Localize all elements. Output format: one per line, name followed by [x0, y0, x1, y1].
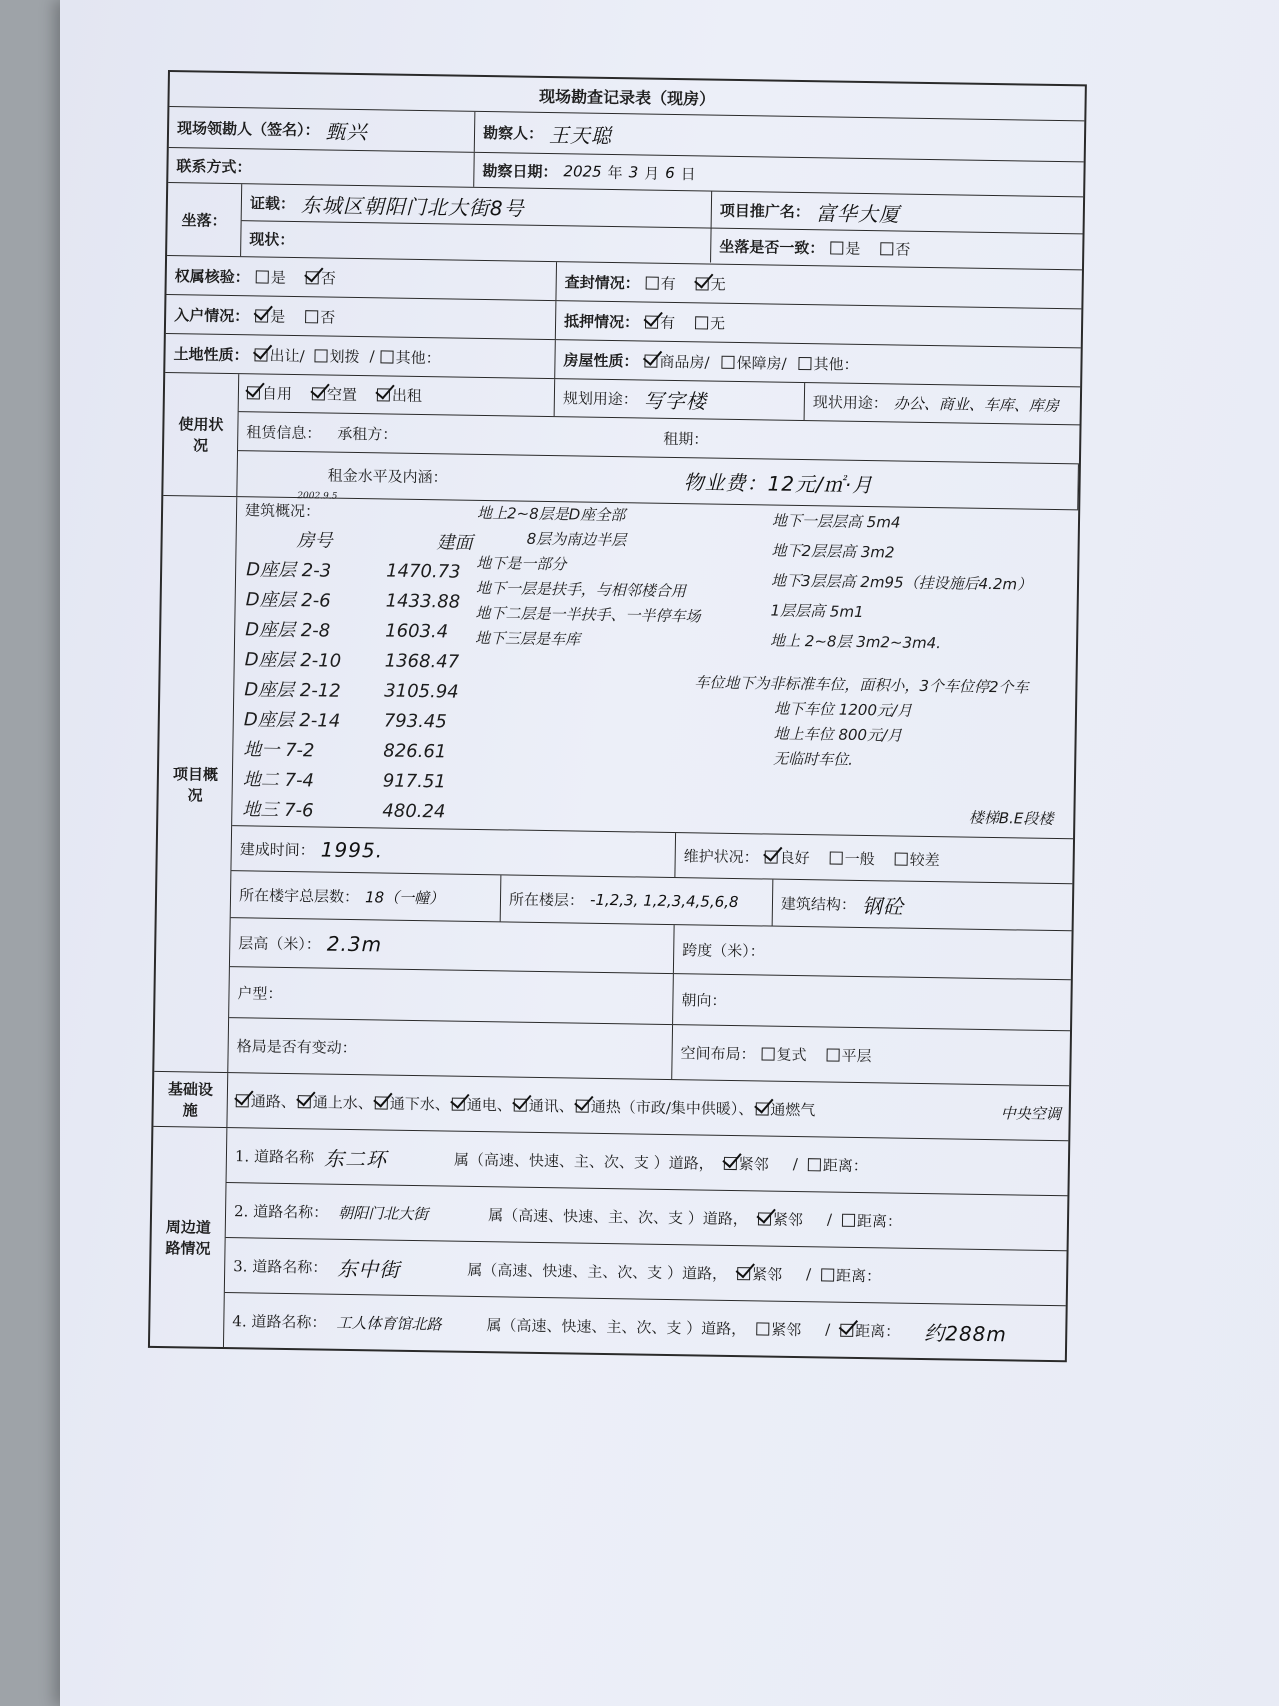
land-opt-label: 出让/	[269, 346, 305, 365]
area-room: 地一 7-2	[243, 739, 315, 762]
checked-checkbox-icon	[236, 1094, 249, 1107]
road-label: 2. 道路名称：	[233, 1201, 329, 1222]
parking-notes	[693, 670, 1029, 775]
built-value: 1995.	[320, 837, 384, 863]
road-label: 1. 道路名称	[234, 1146, 315, 1166]
leader-label: 现场领勘人（签名）：	[176, 118, 320, 139]
area-row	[245, 643, 471, 677]
land-opt-other[interactable]	[381, 346, 441, 368]
maint-good[interactable]	[765, 846, 810, 868]
checkbox-icon	[381, 350, 394, 363]
infra-drainage[interactable]	[375, 1092, 450, 1114]
land-opt-label: 其他：	[395, 348, 441, 367]
project-name-cell[interactable]	[712, 192, 1084, 234]
note-line: 无临时车位.	[773, 749, 854, 769]
area-row	[244, 673, 470, 707]
project-side-label: 项目概况	[154, 496, 237, 1072]
land-label: 土地性质：	[173, 344, 249, 364]
area-size: 917.51	[382, 769, 447, 792]
usage-opt-rent[interactable]	[377, 385, 422, 407]
checked-checkbox-icon	[255, 309, 268, 322]
area-row	[243, 763, 469, 797]
infra-gas[interactable]	[755, 1098, 815, 1120]
current-use-cell[interactable]	[805, 383, 1081, 425]
checkbox-icon	[842, 1213, 855, 1226]
span-cell[interactable]	[674, 925, 1072, 979]
road-adjacent[interactable]	[756, 1318, 801, 1340]
area-header	[246, 523, 472, 557]
road-distance-value: 约288m	[924, 1320, 1008, 1346]
infra-note: 中央空调	[1000, 1103, 1061, 1123]
maint-cell	[675, 833, 1073, 883]
infra-opt-label: 通上水、	[312, 1092, 373, 1112]
seal-none[interactable]	[696, 273, 726, 294]
checkbox-icon	[756, 1322, 769, 1335]
area-room: 地三 7-6	[242, 799, 314, 822]
form-title: 现场勘查记录表（现房）	[538, 86, 716, 109]
checked-checkbox-icon	[312, 387, 325, 400]
area-row	[245, 583, 471, 617]
layout-flat[interactable]	[826, 1044, 871, 1066]
plan-use-value: 写字楼	[643, 388, 708, 414]
checkbox-icon	[827, 1048, 840, 1061]
checked-checkbox-icon	[755, 1102, 768, 1115]
area-size: 1368.47	[384, 649, 460, 673]
checkbox-icon	[305, 310, 318, 323]
checkbox-icon	[256, 270, 269, 283]
rent-small-note: 2002.9.5	[297, 491, 338, 502]
consistent-cell	[711, 229, 1082, 269]
total-floors-cell[interactable]	[231, 871, 502, 921]
area-size: 826.61	[383, 739, 447, 762]
note-line: 8层为南边半层	[526, 529, 627, 550]
note-line: 地上2~8层是D座全部	[476, 503, 626, 525]
date-month-unit: 月	[644, 163, 660, 183]
project-name-value: 富华大厦	[815, 200, 901, 227]
built-cell[interactable]	[231, 826, 676, 877]
road-adjacent-label: 紧邻	[751, 1264, 783, 1284]
road-distance-label: 距离：	[835, 1266, 882, 1285]
entry-no[interactable]	[305, 306, 335, 327]
date-year-unit: 年	[607, 163, 623, 182]
overview-area[interactable]	[232, 497, 1078, 838]
note-line: 地上车位 800元/月	[773, 724, 903, 745]
ownership-yes[interactable]	[256, 266, 286, 287]
area-size: 1470.73	[386, 559, 461, 583]
area-room: D座层 2-12	[244, 679, 341, 702]
checked-checkbox-icon	[254, 348, 267, 361]
survey-form	[148, 70, 1087, 1362]
area-size: 1603.4	[385, 619, 449, 642]
consistent-no[interactable]	[880, 238, 910, 259]
tenant-label: 承租方：	[337, 424, 398, 444]
location-side-label: 坐落：	[167, 183, 242, 256]
structure-value: 钢砼	[861, 893, 905, 919]
height-value: 2.3m	[326, 931, 383, 957]
area-row	[244, 703, 470, 737]
land-cell	[165, 334, 556, 378]
type-cell[interactable]	[229, 967, 674, 1024]
consistent-label: 坐落是否一致：	[719, 237, 825, 257]
checked-checkbox-icon	[377, 389, 390, 402]
road-cell[interactable]: 2. 道路名称： 朝阳门北大街 属（高速、快速、主、次、支 ）道路， 紧邻 / 距离：	[233, 1201, 903, 1231]
house-opt-label: 保障房/	[736, 353, 787, 373]
note-line: 地下是一部分	[476, 553, 567, 574]
road-row-group	[150, 1127, 1068, 1360]
checkbox-icon	[830, 851, 843, 864]
contact-cell[interactable]	[168, 148, 474, 187]
lease-term-label: 租期：	[663, 429, 709, 449]
infra-opt-label: 通热（市政/集中供暖）、	[590, 1097, 754, 1118]
note-line: 地下2层层高 3m2	[771, 541, 895, 562]
checkbox-icon	[721, 355, 734, 368]
rent-label: 租金水平及内涵：	[327, 466, 448, 487]
checked-checkbox-icon	[576, 1099, 589, 1112]
date-year: 2025	[563, 162, 602, 181]
mortgage-have-label: 有	[659, 313, 676, 332]
road-cell[interactable]: 3. 道路名称： 东中街 属（高速、快速、主、次、支 ）道路， 紧邻 / 距离：	[225, 1238, 1067, 1305]
road-distance-label: 距离：	[855, 1321, 901, 1341]
road-suffix: 属（高速、快速、主、次、支 ）道路，	[488, 1205, 749, 1228]
floor-label: 所在楼层：	[508, 889, 585, 910]
road-adjacent-label: 紧邻	[772, 1210, 804, 1229]
layout-label: 空间布局：	[680, 1043, 756, 1063]
checked-checkbox-icon	[247, 386, 260, 399]
location-body	[241, 184, 1083, 269]
height-cell[interactable]	[230, 918, 675, 973]
mortgage-label: 抵押情况：	[563, 311, 640, 331]
maint-opt-label: 较差	[909, 850, 940, 869]
checked-checkbox-icon	[765, 850, 778, 863]
leader-signature: 甄兴	[325, 118, 368, 144]
date-day-unit: 日	[680, 164, 696, 183]
area-room: D座层 2-8	[245, 619, 331, 642]
orient-cell[interactable]	[673, 974, 1071, 1030]
usage-opt-vacant[interactable]	[312, 383, 357, 405]
ownership-cell	[166, 256, 557, 300]
date-day: 6	[665, 163, 675, 182]
road-distance[interactable]	[842, 1209, 902, 1231]
note-line: 地下一层是扶手，与相邻楼合用	[475, 578, 687, 601]
change-cell[interactable]	[228, 1018, 673, 1079]
structure-label: 建筑结构：	[780, 894, 857, 914]
house-label: 房屋性质：	[563, 350, 639, 370]
area-room: 地二 7-4	[242, 769, 315, 792]
checked-checkbox-icon	[514, 1098, 527, 1111]
ownership-label: 权属核验：	[174, 266, 250, 286]
area-size: 793.45	[383, 709, 447, 732]
infra-water-supply[interactable]	[298, 1091, 373, 1113]
infra-power[interactable]	[452, 1093, 512, 1115]
area-row	[245, 613, 471, 647]
usage-opts-cell	[239, 374, 556, 416]
sign-note: 楼梯B.E段楼	[968, 808, 1054, 828]
checkbox-icon	[895, 852, 908, 865]
height-label: 层高（米）：	[238, 933, 321, 954]
maint-poor[interactable]	[895, 848, 940, 870]
road-adjacent-label: 紧邻	[771, 1320, 802, 1339]
area-room: D座层 2-3	[245, 559, 332, 582]
checked-checkbox-icon	[375, 1096, 388, 1109]
checked-checkbox-icon	[298, 1095, 311, 1108]
property-fee-note: 物业费：12元/㎡·月	[683, 470, 874, 498]
road-name: 东二环	[323, 1146, 388, 1172]
note-line: 车位地下为非标准车位，面积小，3个车位停2个车	[694, 673, 1029, 697]
checked-checkbox-icon	[645, 315, 658, 328]
infra-opt-label: 通下水、	[389, 1094, 450, 1114]
infra-heating[interactable]	[576, 1095, 754, 1119]
infra-opt-label: 通讯、	[528, 1096, 574, 1116]
leader-cell[interactable]	[169, 107, 476, 152]
project-body	[228, 497, 1078, 1085]
road-distance[interactable]	[840, 1319, 900, 1341]
entry-no-label: 否	[320, 307, 336, 327]
infra-side-label: 基础设施	[153, 1072, 228, 1127]
road-adjacent-label: 紧邻	[738, 1154, 769, 1174]
maint-normal[interactable]	[830, 847, 875, 869]
project-row	[154, 496, 1078, 1086]
road-adjacent[interactable]	[758, 1208, 803, 1230]
ownership-no-label: 否	[320, 268, 336, 288]
consistent-no-label: 否	[895, 239, 911, 259]
road-distance-label: 距离：	[856, 1211, 903, 1231]
maint-opt-label: 一般	[844, 849, 875, 868]
status-cell[interactable]	[241, 221, 711, 262]
road-cell[interactable]: 4. 道路名称： 工人体育馆北路 属（高速、快速、主、次、支 ）道路， 紧邻 / 距离： 约288m	[232, 1311, 1008, 1346]
area-row	[243, 733, 469, 767]
road-suffix: 属（高速、快速、主、次、支 ）道路，	[486, 1315, 747, 1338]
note-line: 地下一层层高 5m4	[771, 511, 901, 532]
structure-cell[interactable]	[773, 880, 1073, 931]
house-opt-label: 商品房/	[659, 352, 710, 372]
entry-yes[interactable]	[255, 305, 285, 326]
maint-opt-label: 良好	[779, 848, 810, 867]
entry-yes-label: 是	[270, 307, 286, 326]
seal-none-label: 无	[710, 275, 726, 294]
project-name-label: 项目推广名：	[719, 201, 811, 221]
date-label: 勘察日期：	[482, 161, 558, 181]
area-table	[242, 523, 473, 827]
checkbox-icon	[695, 316, 708, 329]
road-label: 3. 道路名称：	[233, 1256, 328, 1277]
total-floors-value: 18（一幢）	[364, 887, 445, 907]
road-suffix: 属（高速、快速、主、次、支 ）道路，	[453, 1150, 714, 1173]
road-adjacent[interactable]	[724, 1152, 769, 1174]
mortgage-none[interactable]	[695, 312, 725, 333]
current-use-value: 办公、商业、车库、库房	[893, 394, 1060, 416]
seal-have[interactable]	[646, 272, 676, 293]
span-label: 跨度（米）：	[682, 940, 765, 960]
road-name: 朝阳门北大街	[338, 1203, 429, 1223]
usage-side-label: 使用状况	[163, 373, 239, 496]
road-distance[interactable]	[808, 1154, 868, 1176]
date-month: 3	[628, 163, 639, 182]
usage-opt-label: 自用	[261, 384, 293, 404]
entry-label: 入户情况：	[174, 305, 250, 325]
area-header-room: 房号	[296, 530, 333, 552]
checked-checkbox-icon	[840, 1323, 853, 1336]
note-line: 地上 2~8层 3m2~3m4.	[769, 631, 942, 653]
layout-duplex[interactable]	[761, 1043, 806, 1065]
note-line: 地下车位 1200元/月	[773, 699, 913, 720]
road-body	[224, 1128, 1068, 1360]
house-opt-commercial[interactable]	[644, 350, 709, 372]
checkbox-icon	[808, 1158, 821, 1171]
contact-label: 联系方式：	[176, 156, 252, 176]
maint-label: 维护状况：	[683, 846, 759, 866]
checkbox-icon	[830, 241, 843, 254]
usage-row	[163, 373, 1080, 510]
surveyor-label: 勘察人：	[482, 123, 544, 143]
house-opt-label: 其他：	[813, 354, 859, 374]
checked-checkbox-icon	[737, 1267, 750, 1280]
land-opt-allocate[interactable]	[314, 345, 359, 367]
floor-cell[interactable]	[501, 875, 774, 925]
mortgage-have[interactable]	[645, 311, 675, 332]
checkbox-icon	[762, 1047, 775, 1060]
house-opt-affordable[interactable]	[721, 351, 786, 373]
overview-subrow	[232, 497, 1078, 839]
area-row	[246, 553, 472, 587]
checkbox-icon	[880, 242, 893, 255]
road-adjacent[interactable]	[737, 1263, 782, 1285]
status-label: 现状：	[249, 229, 295, 249]
checked-checkbox-icon	[724, 1156, 737, 1169]
type-label: 户型：	[237, 983, 283, 1003]
infra-opt-label: 通路、	[250, 1091, 296, 1111]
current-use-label: 现状用途：	[812, 393, 889, 413]
house-opt-other[interactable]	[798, 352, 858, 374]
usage-opt-self[interactable]	[247, 382, 292, 404]
area-room: D座层 2-6	[245, 589, 331, 612]
consistent-yes-label: 是	[845, 239, 861, 258]
checkbox-icon	[646, 276, 659, 289]
checked-checkbox-icon	[644, 354, 657, 367]
built-label: 建成时间：	[239, 839, 315, 859]
checked-checkbox-icon	[758, 1212, 771, 1225]
area-header-size: 建面	[436, 532, 473, 554]
area-room: D座层 2-14	[243, 709, 341, 732]
checked-checkbox-icon	[696, 277, 709, 290]
land-opt-label: 划拨	[329, 347, 360, 366]
checked-checkbox-icon	[452, 1097, 465, 1110]
lease-label: 租赁信息：	[246, 422, 322, 443]
note-line: 地下三层是车库	[474, 628, 581, 649]
area-size: 1433.88	[385, 589, 461, 613]
area-room: D座层 2-10	[244, 649, 342, 672]
change-label: 格局是否有变动：	[236, 1036, 357, 1057]
road-name: 工人体育馆北路	[336, 1313, 442, 1333]
ownership-no[interactable]	[306, 267, 336, 288]
road-side-label: 周边道路情况	[150, 1127, 227, 1347]
land-opt-separator: /	[369, 347, 375, 366]
checkbox-icon	[315, 349, 328, 362]
notes-mid	[475, 501, 702, 655]
infra-telecom[interactable]	[514, 1094, 574, 1116]
area-size: 480.24	[382, 799, 446, 822]
mortgage-none-label: 无	[709, 314, 726, 333]
road-label: 4. 道路名称：	[232, 1311, 327, 1332]
total-floors-label: 所在楼宇总层数：	[238, 885, 360, 906]
seal-label: 查封情况：	[564, 272, 640, 292]
orient-label: 朝向：	[681, 990, 727, 1010]
overview-label: 建筑概况：	[244, 501, 321, 521]
cert-value: 东城区朝阳门北大街8号	[300, 192, 525, 221]
road-name: 东中街	[337, 1256, 401, 1282]
layout-opt-label: 复式	[776, 1045, 807, 1064]
infra-opt-label: 通燃气	[770, 1100, 816, 1119]
land-opt-transfer[interactable]	[254, 344, 304, 366]
note-line: 地下二层是一半扶手、一半停车场	[475, 603, 701, 626]
checkbox-icon	[799, 356, 812, 369]
road-cell[interactable]: 1. 道路名称 东二环 属（高速、快速、主、次、支 ）道路， 紧邻 / 距离：	[227, 1128, 1069, 1195]
road-suffix: 属（高速、快速、主、次、支 ）道路，	[467, 1260, 728, 1283]
ownership-yes-label: 是	[270, 268, 286, 287]
note-line: 地下3层层高 2m95（挂设施后4.2m）	[770, 571, 1033, 594]
road-distance[interactable]	[821, 1264, 881, 1286]
entry-cell	[166, 295, 557, 339]
infra-road[interactable]	[236, 1090, 296, 1112]
area-row	[242, 793, 468, 827]
plan-use-cell[interactable]	[555, 379, 806, 420]
usage-opt-label: 出租	[391, 386, 423, 406]
plan-use-label: 规划用途：	[562, 389, 639, 409]
layout-cell	[672, 1025, 1070, 1085]
checkbox-icon	[821, 1268, 834, 1281]
cert-label: 证载：	[249, 193, 296, 213]
area-size: 3105.94	[384, 679, 459, 703]
floor-value: -1,2,3, 1,2,3,4,5,6,8	[589, 890, 739, 912]
infra-opt-label: 通电、	[466, 1095, 512, 1115]
notes-right	[770, 506, 1033, 660]
cert-cell[interactable]	[242, 184, 713, 227]
note-line: 1层层高 5m1	[770, 601, 864, 621]
layout-opt-label: 平层	[841, 1046, 872, 1065]
surveyor-value: 王天聪	[548, 122, 613, 148]
consistent-yes[interactable]	[830, 237, 860, 258]
road-distance-label: 距离：	[822, 1155, 868, 1175]
usage-body	[237, 374, 1080, 509]
seal-have-label: 有	[660, 274, 676, 293]
checked-checkbox-icon	[306, 271, 319, 284]
usage-opt-label: 空置	[326, 385, 358, 405]
